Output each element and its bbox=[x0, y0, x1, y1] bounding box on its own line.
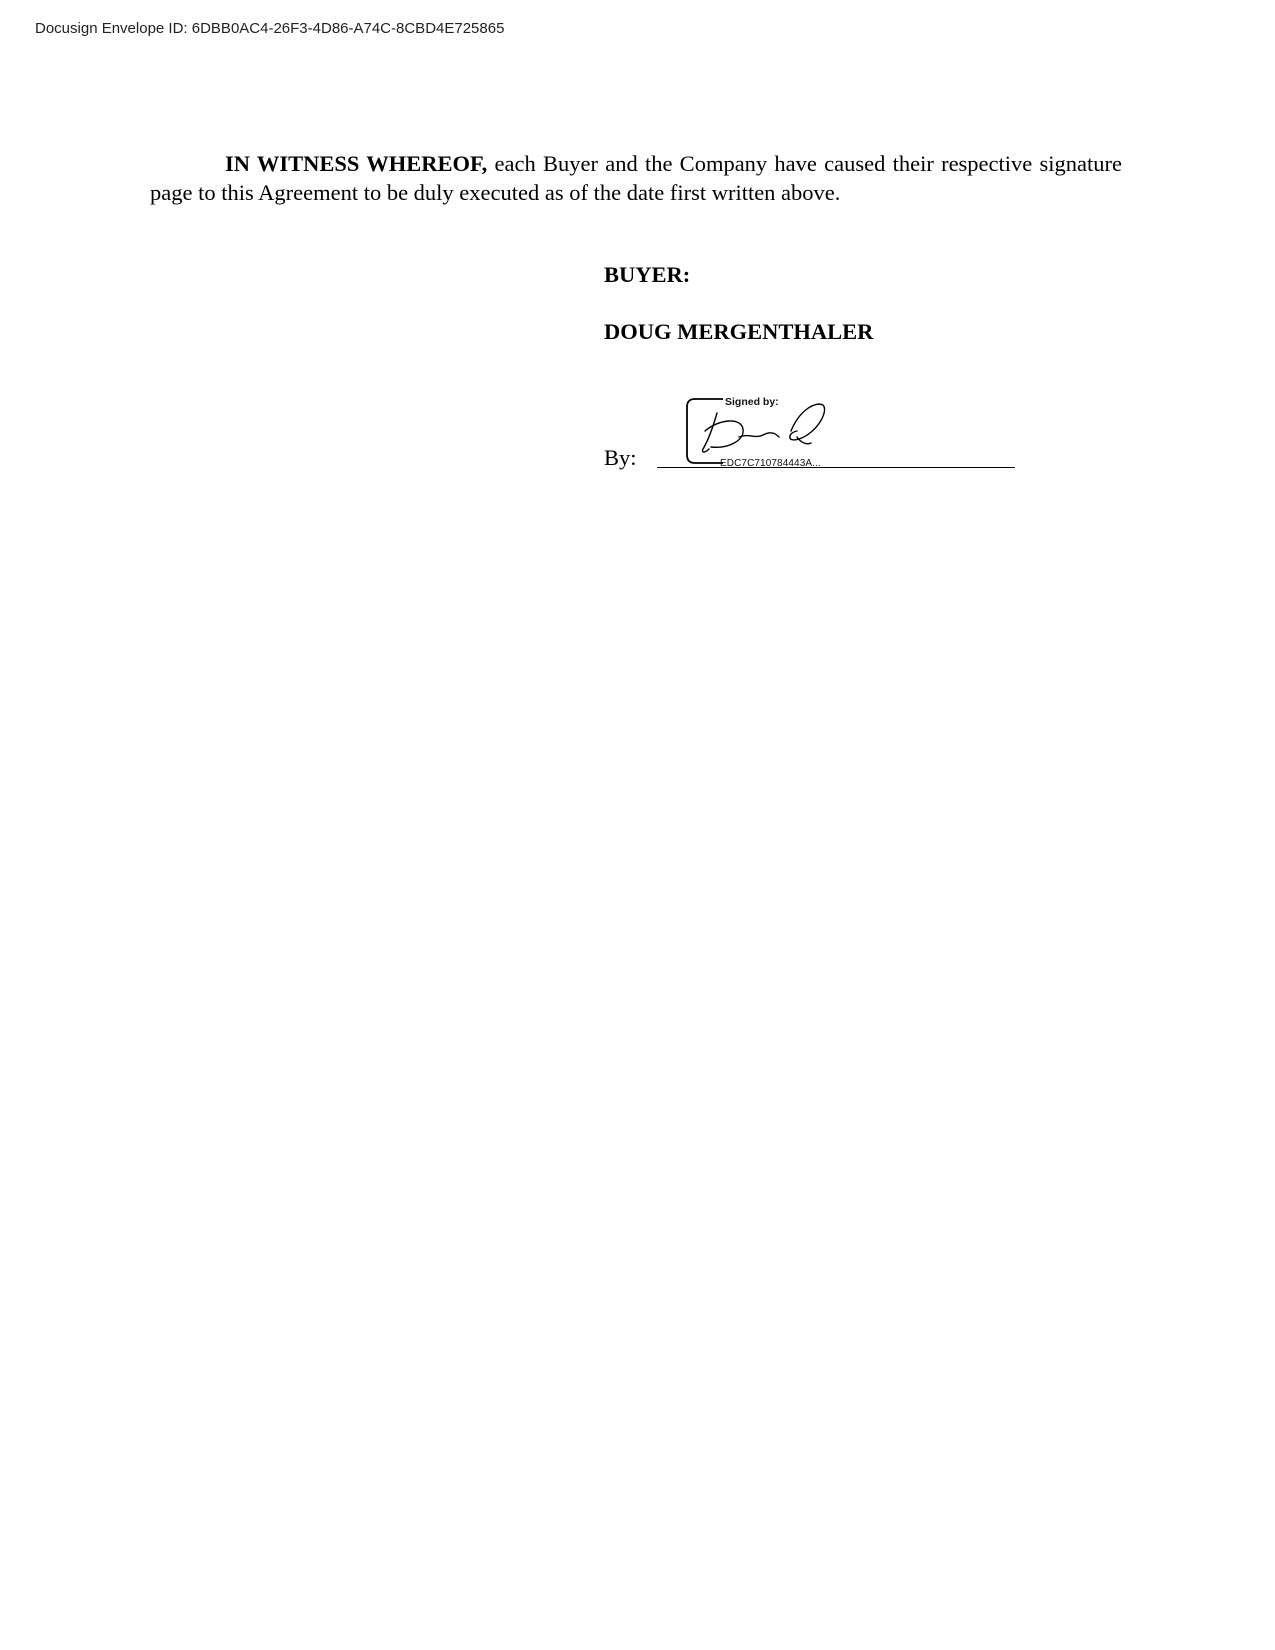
witness-lead: IN WITNESS WHEREOF, bbox=[225, 151, 488, 176]
signature-id: EDC7C710784443A... bbox=[720, 458, 821, 469]
buyer-name: DOUG MERGENTHALER bbox=[604, 319, 874, 344]
signed-by-label: Signed by: bbox=[725, 396, 779, 408]
witness-paragraph bbox=[150, 149, 1122, 207]
witness-text: each Buyer and the Company have caused their respective signature page to this Agreement to be duly executed as of the date first written above. bbox=[150, 151, 1122, 205]
buyer-heading: BUYER: bbox=[604, 262, 691, 287]
docusign-signature-stamp bbox=[683, 393, 883, 473]
envelope-id: Docusign Envelope ID: 6DBB0AC4-26F3-4D86-A74C-8CBD4E725865 bbox=[35, 20, 505, 37]
by-label: By: bbox=[604, 445, 637, 470]
